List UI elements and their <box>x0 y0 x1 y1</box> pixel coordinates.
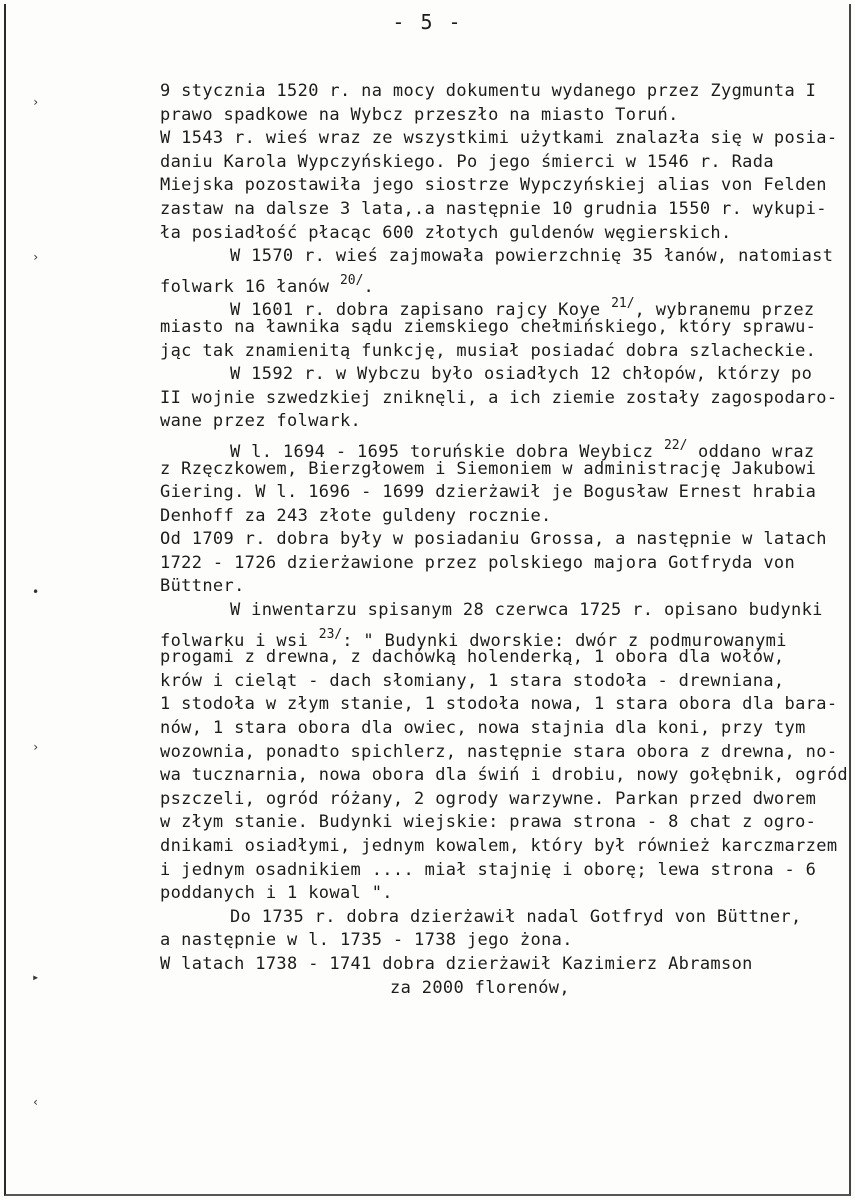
line-text: Denhoff za 243 złote guldeny rocznie. <box>160 505 552 526</box>
text-line <box>160 481 840 505</box>
text-line <box>160 363 840 387</box>
line-text: 9 stycznia 1520 r. na mocy dokumentu wydanego przez Zygmunta I <box>160 81 817 101</box>
text-line <box>160 245 840 269</box>
text-line <box>160 316 840 340</box>
punch-mark: › <box>32 250 40 264</box>
text-line <box>160 434 840 462</box>
text-line <box>160 174 840 198</box>
line-text: i jednym osadnikiem .... miał stajnię i oborę; lewa strona - 6 <box>160 859 817 880</box>
text-line <box>160 387 840 411</box>
line-text: miasto na ławnika sądu ziemskiego chełmińskiego, który sprawu- <box>160 316 817 337</box>
line-text: za 2000 florenów, <box>390 977 570 998</box>
line-text: W 1570 r. wieś zajmowała powierzchnię 35 łanów, natomiast <box>230 246 834 267</box>
line-text: ła posiadłość płacąc 600 złotych guldenów węgierskich. <box>160 222 732 243</box>
footnote-reference: 21/ <box>611 296 635 312</box>
text-line <box>160 693 840 717</box>
text-line <box>160 646 840 670</box>
text-line <box>160 670 840 694</box>
line-text: Giering. W l. 1696 - 1699 dzierżawił je Bogusław Ernest hrabia <box>160 482 817 503</box>
footnote-reference: 20/ <box>339 272 364 288</box>
punch-mark: • <box>32 585 40 599</box>
text-line <box>160 104 840 128</box>
line-text-continued: . <box>363 276 375 297</box>
punch-mark: › <box>32 740 40 754</box>
line-text: W 1543 r. wieś wraz ze wszystkimi użytkami znalazła się w posia- <box>160 128 838 149</box>
line-text: wane przez folwark. <box>160 411 362 432</box>
line-text: a następnie w l. 1735 - 1738 jego żona. <box>160 930 573 951</box>
line-text: W inwentarzu spisanym 28 czerwca 1725 r. opisano budynki <box>230 600 823 621</box>
text-line <box>160 127 840 151</box>
line-text-continued: , wybranemu przez <box>634 300 815 321</box>
text-line <box>160 410 840 434</box>
line-text: 1 stodoła w złym stanie, 1 stodoła nowa, 1 stara obora dla bara- <box>160 694 838 715</box>
line-text-continued: oddano wraz <box>687 441 815 462</box>
text-line <box>160 292 840 321</box>
line-text: pszczeli, ogród różany, 2 ogrody warzywne. Parkan przed dworem <box>160 788 817 809</box>
text-line <box>160 811 840 835</box>
line-text: folwarku i wsi <box>160 630 319 651</box>
text-line <box>160 198 840 222</box>
punch-mark: › <box>32 95 40 109</box>
text-line <box>160 764 849 788</box>
line-text: II wojnie szwedzkiej zniknęli, a ich ziemie zostały zagospodaro- <box>160 387 838 408</box>
text-line <box>160 151 840 175</box>
text-line <box>160 575 840 599</box>
text-line <box>160 717 840 741</box>
text-line <box>160 552 840 576</box>
line-text: Od 1709 r. dobra były w posiadaniu Grossa, a następnie w latach <box>160 529 827 550</box>
text-line <box>160 953 840 977</box>
text-line <box>160 788 840 812</box>
line-text: Büttner. <box>160 576 245 597</box>
body-text <box>160 80 849 1000</box>
line-text-continued: : " Budynki dworskie: dwór z podmurowanymi <box>342 630 787 651</box>
footnote-reference: 23/ <box>318 626 343 642</box>
line-text: z Rzęczkowem, Bierzgłowem i Siemoniem w administrację Jakubowi <box>160 458 817 479</box>
text-line <box>160 505 840 529</box>
line-text: Miejska pozostawiła jego siostrze Wypczyńskiej alias von Felden <box>160 175 827 196</box>
line-text: wozownia, ponadto spichlerz, następnie stara obora z drewna, no- <box>160 741 838 762</box>
text-line <box>160 741 840 765</box>
text-line <box>160 340 840 364</box>
text-line <box>160 80 840 104</box>
text-line <box>160 222 840 246</box>
line-text: dnikami osiadłymi, jednym kowalem, który był również karczmarzem <box>160 836 838 856</box>
page-number: - 5 - <box>392 10 463 34</box>
text-line <box>160 882 840 906</box>
line-text: prawo spadkowe na Wybcz przeszło na miasto Toruń. <box>160 104 679 125</box>
line-text: folwark 16 łanów <box>160 276 340 297</box>
punch-mark: ▸ <box>32 970 40 984</box>
line-text: poddanych i 1 kowal ". <box>160 883 393 904</box>
line-text: zastaw na dalsze 3 lata,.a następnie 10 grudnia 1550 r. wykupi- <box>160 198 827 219</box>
line-text: progami z drewna, z dachówką holenderką, 1 obora dla wołów, <box>160 647 785 668</box>
text-line <box>160 906 840 930</box>
line-text: W 1601 r. dobra zapisano rajcy Koye <box>230 300 612 321</box>
line-text: krów i cieląt - dach słomiany, 1 stara stodoła - drewniana, <box>160 670 785 691</box>
text-line <box>160 977 840 1001</box>
line-text: daniu Karola Wypczyńskiego. Po jego śmierci w 1546 r. Rada <box>160 151 774 172</box>
line-text: w złym stanie. Budynki wiejskie: prawa strona - 8 chat z ogro- <box>160 812 817 833</box>
text-line <box>160 859 840 883</box>
punch-mark: ‹ <box>32 1095 40 1109</box>
text-line <box>160 269 840 297</box>
line-text: wa tucznarnia, nowa obora dla świń i drobiu, nowy gołębnik, ogród <box>160 765 849 786</box>
text-line <box>160 528 840 552</box>
line-text: 1722 - 1726 dzierżawione przez polskiego majora Gotfryda von <box>160 552 796 573</box>
footnote-reference: 22/ <box>663 437 688 453</box>
text-line <box>160 835 840 859</box>
text-line <box>160 458 840 482</box>
line-text: W 1592 r. w Wybczu było osiadłych 12 chłopów, którzy po <box>230 364 813 385</box>
line-text: W latach 1738 - 1741 dobra dzierżawił Kazimierz Abramson <box>160 953 753 974</box>
line-text: Do 1735 r. dobra dzierżawił nadal Gotfryd von Büttner, <box>230 906 802 927</box>
text-line <box>160 599 840 623</box>
line-text: W l. 1694 - 1695 toruńskie dobra Weybicz <box>230 441 664 462</box>
text-line <box>160 929 840 953</box>
line-text: jąc tak znamienitą funkcję, musiał posiadać dobra szlacheckie. <box>160 340 817 361</box>
text-line <box>160 623 840 651</box>
line-text: nów, 1 stara obora dla owiec, nowa stajnia dla koni, przy tym <box>160 718 806 739</box>
